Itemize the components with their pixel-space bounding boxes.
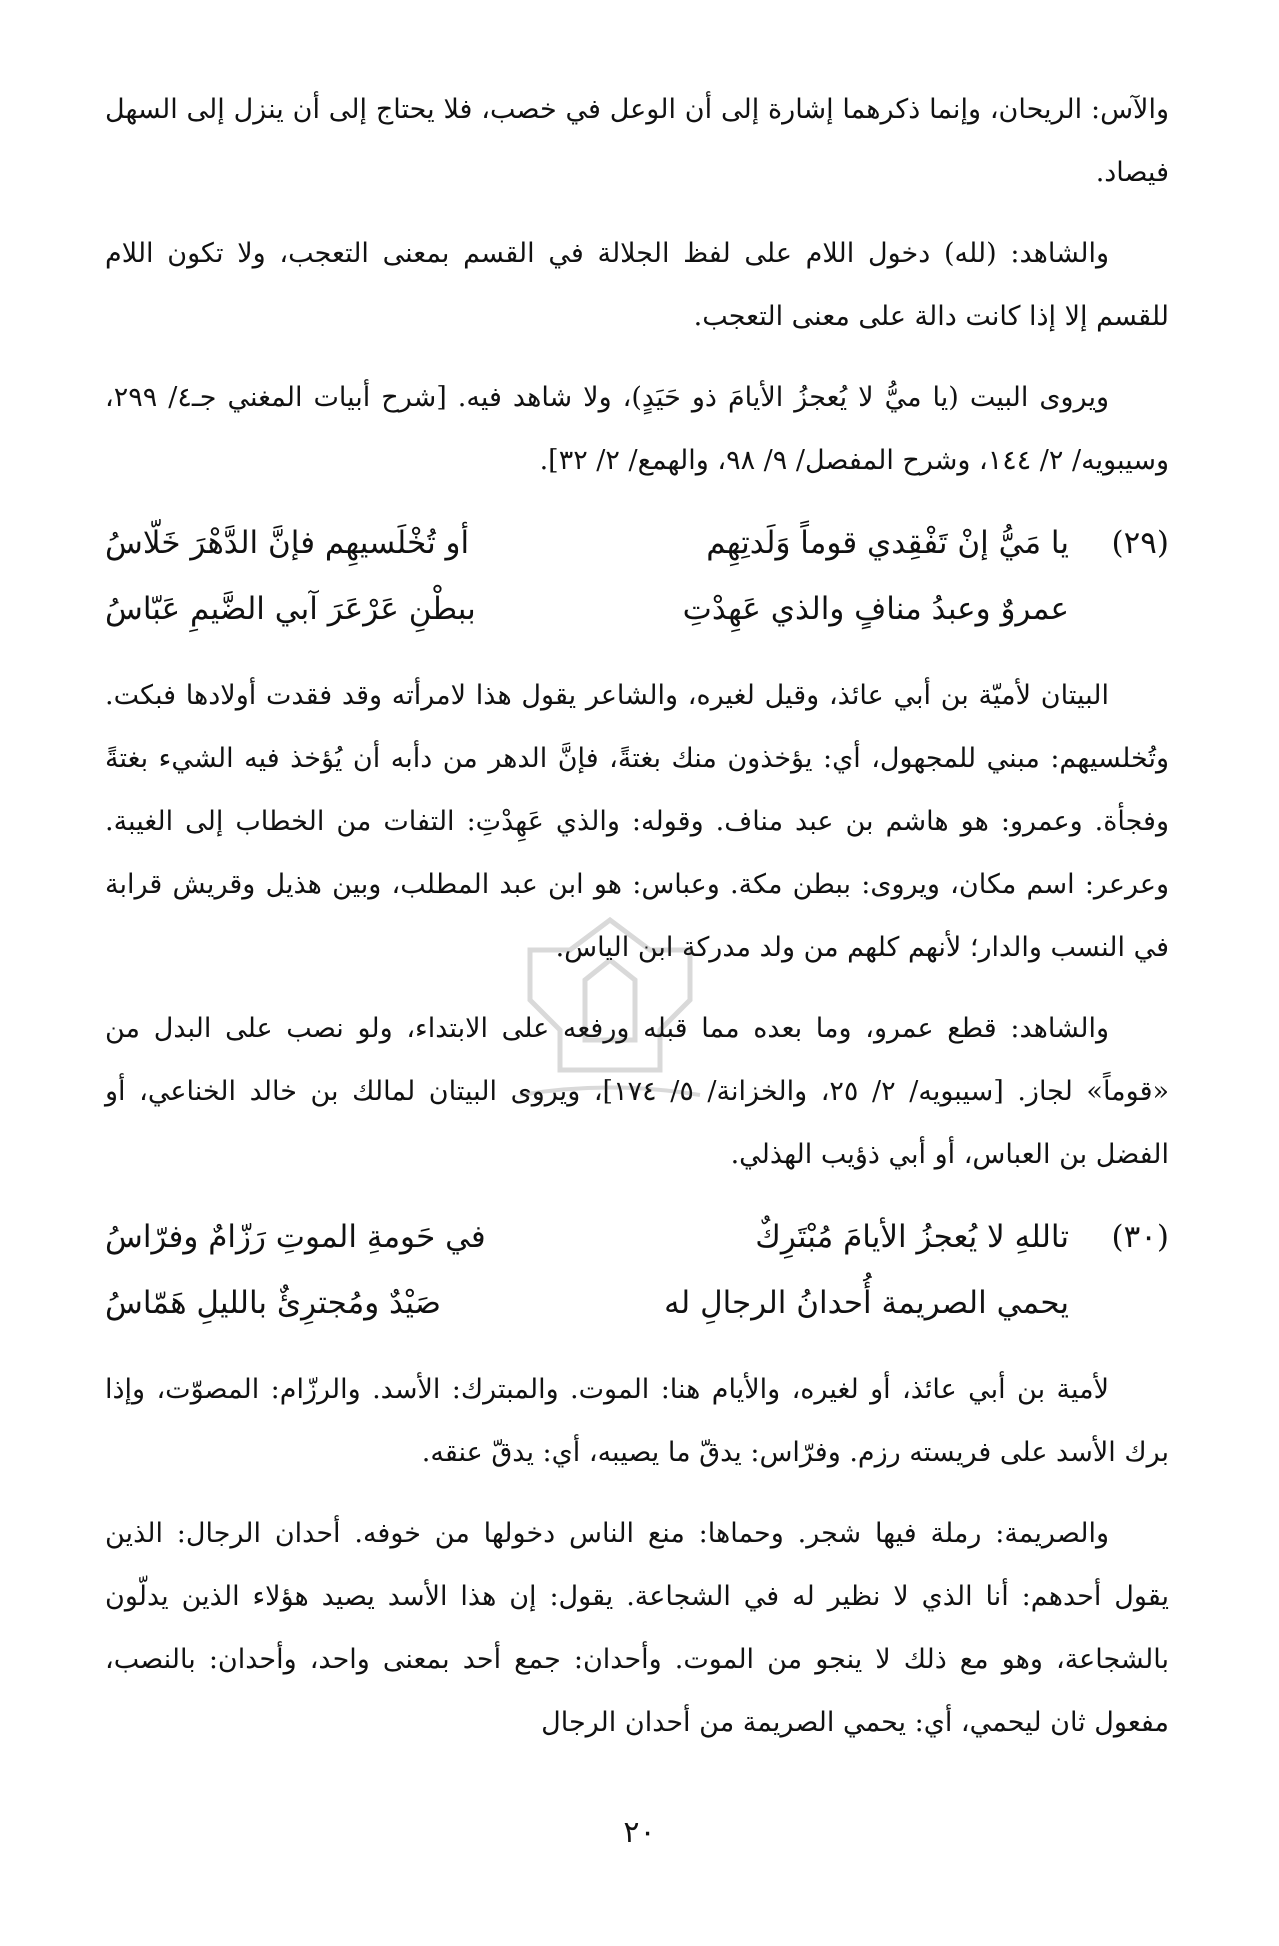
poem-30-number: (٣٠) <box>1111 1219 1169 1255</box>
poem-30-line1-second-hemistich: في حَومةِ الموتِ رَزّامٌ وفرّاسُ <box>105 1219 486 1255</box>
poem-29-number: (٢٩) <box>1111 525 1169 561</box>
poem-30 <box>105 1204 1169 1336</box>
paragraph-2: والشاهد: (لله) دخول اللام على لفظ الجلالة في القسم بمعنى التعجب، ولا تكون اللام للقسم إلا إذا كانت دالة على معنى التعجب. <box>105 238 1169 332</box>
page-number: ٢٠ <box>623 1815 656 1850</box>
poem-30-line2-second-hemistich: صَيْدٌ ومُجترِئٌ بالليلِ هَمّاسُ <box>105 1285 441 1321</box>
paragraph-7: والصريمة: رملة فيها شجر. وحماها: منع الناس دخولها من خوفه. أحدان الرجال: الذين يقول أحدهم: أنا الذي لا نظير له في الشجاعة. يقول: إن هذا الأسد يصيد هؤلاء الذين يدلّون بالشجاعة، وهو مع ذلك لا ينجو من الموت. وأحدان: جمع أحد بمعنى واحد، وأحدان: بالنصب، مفعول ثان ليحمي، أي: يحمي الصريمة من أحدان الرجال <box>105 1518 1169 1738</box>
poem-29-line1-second-hemistich: أو تُخْلَسيهِم فإنَّ الدَّهْرَ خَلّاسُ <box>105 525 470 561</box>
paragraph-6: لأمية بن أبي عائذ، أو لغيره، والأيام هنا: الموت. والمبترك: الأسد. والرزّام: المصوّت، وإذا برك الأسد على فريسته رزم. وفرّاس: يدقّ ما يصيبه، أي: يدقّ عنقه. <box>105 1374 1169 1468</box>
poem-29-line2-first-hemistich: عمروٌ وعبدُ منافٍ والذي عَهِدْتِ <box>682 591 1069 627</box>
poem-30-line1-first-hemistich: تاللهِ لا يُعجزُ الأيامَ مُبْتَرِكٌ <box>755 1219 1069 1255</box>
paragraph-1: والآس: الريحان، وإنما ذكرهما إشارة إلى أن الوعل في خصب، فلا يحتاج إلى أن ينزل إلى السهل فيصاد. <box>105 94 1169 188</box>
poem-29-line2-second-hemistich: ببطْنِ عَرْعَرَ آبي الضَّيمِ عَبّاسُ <box>105 591 476 627</box>
poem-29 <box>105 510 1169 642</box>
paragraph-4: البيتان لأميّة بن أبي عائذ، وقيل لغيره، والشاعر يقول هذا لامرأته وقد فقدت أولادها فبكت. وتُخلسيهم: مبني للمجهول، أي: يؤخذون منك بغتةً، فإنَّ الدهر من دأبه أن يُؤخذ فيه الشيء بغتةً وفجأة. وعمرو: هو هاشم بن عبد مناف. وقوله: والذي عَهِدْتِ: التفات من الخطاب إلى الغيبة. وعرعر: اسم مكان، ويروى: ببطن مكة. وعباس: هو ابن عبد المطلب، وبين هذيل وقريش قرابة في النسب والدار؛ لأنهم كلهم من ولد مدركة ابن الياس. <box>105 680 1169 963</box>
poem-30-line2-first-hemistich: يحمي الصريمة أُحدانُ الرجالِ له <box>664 1285 1069 1321</box>
watermark-emblem-icon <box>500 910 720 1110</box>
poem-29-line1-first-hemistich: يا مَيُّ إنْ تَفْقِدي قوماً وَلَدتِهِم <box>706 525 1069 561</box>
paragraph-3: ويروى البيت (يا ميُّ لا يُعجزُ الأيامَ ذو حَيَدٍ)، ولا شاهد فيه. [شرح أبيات المغني جـ٤/ ٢٩٩، وسيبويه/ ٢/ ١٤٤، وشرح المفصل/ ٩/ ٩٨، والهمع/ ٢/ ٣٢]. <box>105 382 1169 476</box>
paragraph-5: والشاهد: قطع عمرو، وما بعده مما قبله ورفعه على الابتداء، ولو نصب على البدل من «قوماً» لجاز. [سيبويه/ ٢/ ٢٥، والخزانة/ ٥/ ١٧٤]، ويروى البيتان لمالك بن خالد الخناعي، أو الفضل بن العباس، أو أبي ذؤيب الهذلي. <box>105 1013 1170 1170</box>
